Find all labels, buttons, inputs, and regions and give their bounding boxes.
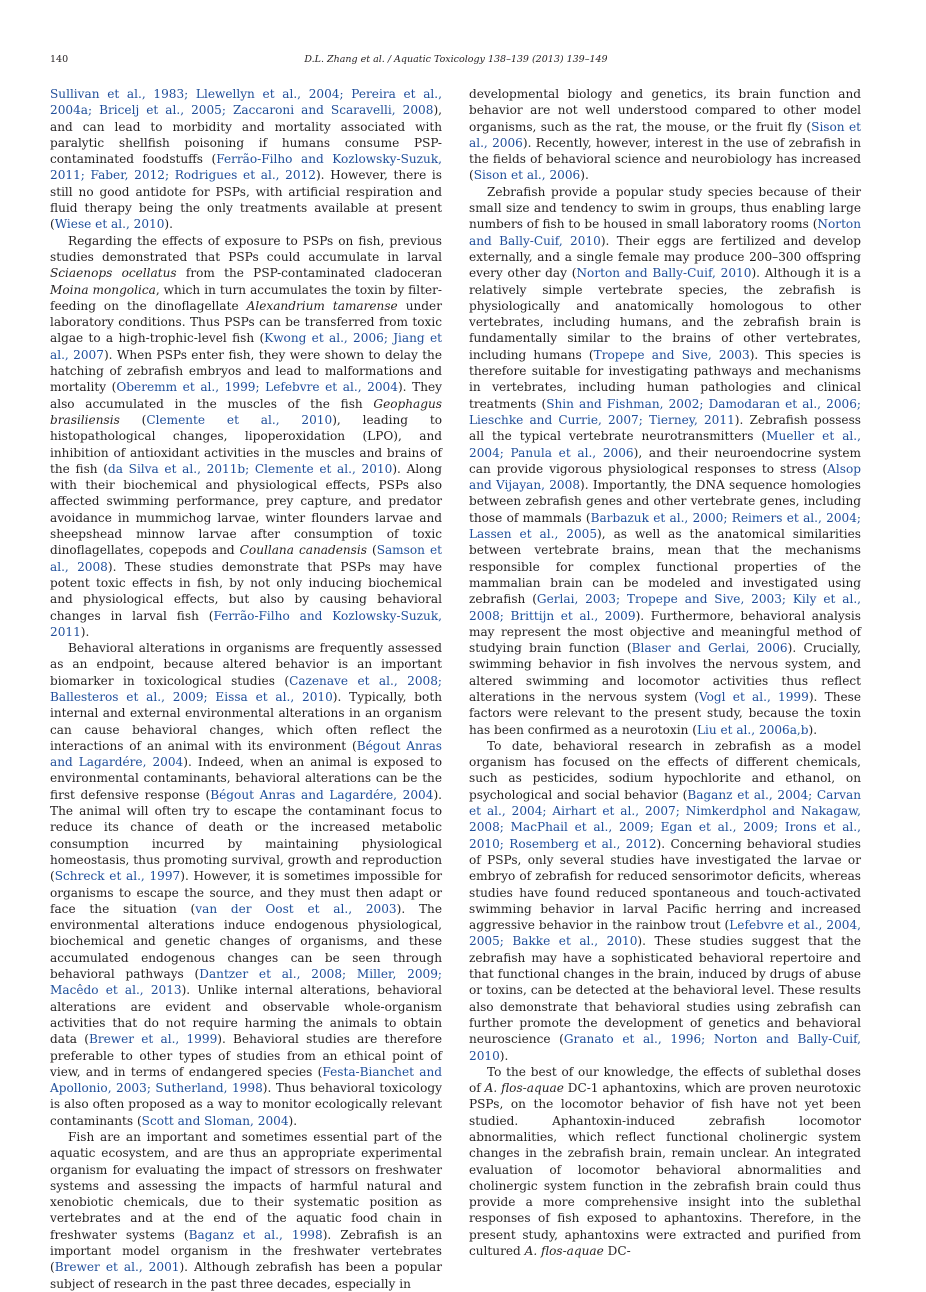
citation-link[interactable]: Bégout Anras and Lagardére, 2004 [50, 738, 442, 770]
citation-link[interactable]: Kwong et al., 2006; Jiang et al., 2007 [50, 331, 442, 362]
paragraph: To the best of our knowledge, the effects of sublethal doses of A. flos-aquae DC-1 aphantoxins, which are proven neurotoxic PSPs, on the locomotor behavior of fish have not yet been studied. Aphantoxin-induced zebrafish locomotor abnormalities, which reflect functional cholinergic system changes in the zebrafish brain, remain unclear. An integrated evaluation of locomotor behavioral abnormalities and cholinergic system function in the zebrafish brain could thus provide a more comprehensive insight into the sublethal responses of fish exposed to aphantoxins. Therefore, in the present study, aphantoxins were extracted and purified from cultured A. flos-aquae DC- [469, 1064, 861, 1259]
citation-link[interactable]: Lefebvre et al., 2004, 2005; Bakke et al., 2010 [469, 918, 861, 949]
citation-link[interactable]: Vogl et al., 1999 [699, 689, 809, 704]
citation-link[interactable]: van der Oost et al., 2003 [195, 901, 397, 916]
citation-link[interactable]: Schreck et al., 1997 [54, 869, 181, 884]
citation-link[interactable]: Clemente et al., 2010 [146, 412, 333, 427]
paragraph: Zebrafish provide a popular study species because of their small size and tendency to swim in groups, thus enabling large numbers of fish to be housed in small laboratory rooms (Norton and Bally-Cuif, 2010). Their eggs are fertilized and develop externally, and a single female may produce 200–300 offspring every other day (Norton and Bally-Cuif, 2010). Although it is a relatively simple vertebrate species, the zebrafish is physiologically and anatomically homologous to other vertebrates, including humans, and the zebrafish brain is fundamentally similar to the brains of other vertebrates, including humans (Tropepe and Sive, 2003). This species is therefore suitable for investigating pathways and mechanisms in vertebrates, including human pathologies and clinical treatments (Shin and Fishman, 2002; Damodaran et al., 2006; Lieschke and Currie, 2007; Tierney, 2011). Zebrafish possess all the typical vertebrate neurotransmitters (Mueller et al., 2004; Panula et al., 2006), and their neuroendocrine system can provide vigorous physiological responses to stress (Alsop and Vijayan, 2008). Importantly, the DNA sequence homologies between zebrafish genes and other vertebrate genes, including those of mammals (Barbazuk et al., 2000; Reimers et al., 2004; Lassen et al., 2005), as well as the anatomical similarities between vertebrate brains, mean that the mechanisms responsible for complex functional properties of the mammalian brain can be modeled and investigated using zebrafish (Gerlai, 2003; Tropepe and Sive, 2003; Kily et al., 2008; Brittijn et al., 2009). Furthermore, behavioral analysis may represent the most objective and meaningful method of studying brain function (Blaser and Gerlai, 2006). Crucially, swimming behavior in fish involves the nervous system, and altered swimming and locomotor activities thus reflect alterations in the nervous system (Vogl et al., 1999). These factors were relevant to the present study, because the toxin has been confirmed as a neurotoxin (Liu et al., 2006a,b). [469, 184, 862, 737]
citation-link[interactable]: Sullivan et al., 1983; Llewellyn et al., 2004; Pereira et al., 2004a; Bricelj et al., 2005; Zaccaroni and Scaravelli, 2008 [50, 87, 442, 118]
citation-link[interactable]: Baganz et al., 2004; Carvan et al., 2004; Airhart et al., 2007; Nimkerdphol and Nakagaw, 2008; MacPhail et al., 2009; Egan et al., 2009; Irons et al., 2010; Rosemberg et al., 2012 [469, 787, 861, 851]
citation-link[interactable]: Oberemm et al., 1999; Lefebvre et al., 2004 [116, 380, 398, 395]
left-column [50, 86, 442, 1292]
citation-link[interactable]: Blaser and Gerlai, 2006 [631, 641, 788, 656]
running-head: D.L. Zhang et al. / Aquatic Toxicology 138–139 (2013) 139–149 [304, 54, 608, 65]
citation-link[interactable]: Dantzer et al., 2008; Miller, 2009; Macêdo et al., 2013 [50, 967, 442, 998]
citation-link[interactable]: Norton and Bally-Cuif, 2010 [469, 217, 861, 248]
paragraph: Behavioral alterations in organisms are frequently assessed as an endpoint, because altered behavior is an important biomarker in toxicological studies (Cazenave et al., 2008; Ballesteros et al., 2009; Eissa et al., 2010). Typically, both internal and external environmental alterations in an organism can cause behavioral changes, which often reflect the interactions of an animal with its environment (Bégout Anras and Lagardére, 2004). Indeed, when an animal is exposed to environmental contaminants, behavioral alterations can be the first defensive response (Bégout Anras and Lagardére, 2004). The animal will often try to escape the contaminant focus to reduce its chance of death or the increased metabolic consumption incurred by maintaining physiological homeostasis, thus promoting survival, growth and reproduction (Schreck et al., 1997). However, it is sometimes impossible for organisms to escape the source, and they must then adapt or face the situation (van der Oost et al., 2003). The environmental alterations induce endogenous physiological, biochemical and genetic changes of organisms, and these accumulated endogenous changes can be seen through behavioral pathways (Dantzer et al., 2008; Miller, 2009; Macêdo et al., 2013). Unlike internal alterations, behavioral alterations are evident and observable whole-organism activities that do not require harming the animals to obtain data (Brewer et al., 1999). Behavioral studies are therefore preferable to other types of studies from an ethical point of view, and in terms of endangered species (Festa-Bianchet and Apollonio, 2003; Sutherland, 1998). Thus behavioral toxicology is also often proposed as a way to monitor ecologically relevant contaminants (Scott and Sloman, 2004). [50, 641, 443, 1128]
paragraph: Fish are an important and sometimes essential part of the aquatic ecosystem, and are thus an appropriate experimental organism for evaluating the impact of stressors on freshwater systems and assessing the impacts of harmful natural and xenobiotic chemicals, due to their systematic position as vertebrates and at the end of the aquatic food chain in freshwater systems (Baganz et al., 1998). Zebrafish is an important model organism in the freshwater vertebrates (Brewer et al., 2001). Although zebrafish has been a popular subject of research in the past three decades, especially in [50, 1130, 442, 1291]
citation-link[interactable]: Festa-Bianchet and Apollonio, 2003; Sutherland, 1998 [50, 1064, 443, 1096]
paragraph: Sullivan et al., 1983; Llewellyn et al., 2004; Pereira et al., 2004a; Bricelj et al., 2005; Zaccaroni and Scaravelli, 2008), and can lead to morbidity and mortality associated with paralytic shellfish poisoning if humans consume PSP-contaminated foodstuffs (Ferrão-Filho and Kozlowsky-Suzuk, 2011; Faber, 2012; Rodrigues et al., 2012). However, there is still no good antidote for PSPs, with artificial respiration and fluid therapy being the only treatments available at present (Wiese et al., 2010). [50, 87, 442, 232]
citation-link[interactable]: Ferrão-Filho and Kozlowsky-Suzuk, 2011 [50, 608, 442, 639]
paragraph: developmental biology and genetics, its brain function and behavior are not well understood compared to other model organisms, such as the rat, the mouse, or the fruit fly (Sison et al., 2006). Recently, however, interest in the use of zebrafish in the fields of behavioral science and neurobiology has increased (Sison et al., 2006). [469, 87, 862, 183]
citation-link[interactable]: Alsop and Vijayan, 2008 [469, 461, 861, 493]
citation-link[interactable]: Baganz et al., 1998 [188, 1227, 323, 1242]
paragraph: To date, behavioral research in zebrafish as a model organism has focused on the effects of different chemicals, such as pesticides, sodium hypochlorite and ethanol, on psychological and social behavior (Baganz et al., 2004; Carvan et al., 2004; Airhart et al., 2007; Nimkerdphol and Nakagaw, 2008; MacPhail et al., 2009; Egan et al., 2009; Irons et al., 2010; Rosemberg et al., 2012). Concerning behavioral studies of PSPs, only several studies have investigated the larvae or embryo of zebrafish for reduced sensorimotor deficits, whereas studies have found reduced spontaneous and touch-activated swimming behavior in larval Pacific herring and increased aggressive behavior in the rainbow trout (Lefebvre et al., 2004, 2005; Bakke et al., 2010). These studies suggest that the zebrafish may have a sophisticated behavioral repertoire and that functional changes in the brain, induced by drugs of abuse or toxins, can be detected at the behavioral level. These results also demonstrate that behavioral studies using zebrafish can further promote the development of genetics and behavioral neuroscience (Granato et al., 1996; Norton and Bally-Cuif, 2010). [469, 738, 862, 1063]
citation-link[interactable]: da Silva et al., 2011b; Clemente et al., 2010 [108, 461, 393, 476]
citation-link[interactable]: Tropepe and Sive, 2003 [593, 347, 750, 362]
page-number: 140 [50, 54, 69, 65]
paragraph: Regarding the effects of exposure to PSPs on fish, previous studies demonstrated that PSPs could accumulate in larval Sciaenops ocellatus from the PSP-contaminated cladoceran Moina mongolica, which in turn accumulates the toxin by filter-feeding on the dinoflagellate Alexandrium tamarense under laboratory conditions. Thus PSPs can be transferred from toxic algae to a high-trophic-level fish (Kwong et al., 2006; Jiang et al., 2007). When PSPs enter fish, they were shown to delay the hatching of zebrafish embryos and lead to malformations and mortality (Oberemm et al., 1999; Lefebvre et al., 2004). They also accumulated in the muscles of the fish Geophagus brasiliensis (Clemente et al., 2010), leading to histopathological changes, lipoperoxidation (LPO), and inhibition of antioxidant activities in the muscles and brains of the fish (da Silva et al., 2011b; Clemente et al., 2010). Along with their biochemical and physiological effects, PSPs also affected swimming performance, prey capture, and predator avoidance in mummichog larvae, winter flounders larvae and sheepshead minnow larvae after consumption of toxic dinoflagellates, copepods and Coullana canadensis (Samson et al., 2008). These studies demonstrate that PSPs may have potent toxic effects in fish, by not only inducing biochemical and physiological effects, but also by causing behavioral changes in larval fish (Ferrão-Filho and Kozlowsky-Suzuk, 2011). [50, 233, 443, 639]
citation-link[interactable]: Brewer et al., 1999 [88, 1032, 218, 1047]
citation-link[interactable]: Wiese et al., 2010 [54, 217, 165, 232]
citation-link[interactable]: Barbazuk et al., 2000; Reimers et al., 2004; Lassen et al., 2005 [469, 510, 862, 542]
citation-link[interactable]: Scott and Sloman, 2004 [141, 1113, 289, 1128]
citation-link[interactable]: Brewer et al., 2001 [54, 1260, 180, 1275]
citation-link[interactable]: Granato et al., 1996; Norton and Bally-Cuif, 2010 [469, 1032, 862, 1063]
citation-link[interactable]: Bégout Anras and Lagardére, 2004 [210, 787, 434, 802]
right-column [469, 86, 861, 1259]
citation-link[interactable]: Mueller et al., 2004; Panula et al., 2006 [469, 429, 861, 460]
citation-link[interactable]: Samson et al., 2008 [50, 543, 442, 574]
citation-link[interactable]: Shin and Fishman, 2002; Damodaran et al., 2006; Lieschke and Currie, 2007; Tierney, 2011 [469, 396, 861, 427]
page-header [50, 54, 862, 70]
citation-link[interactable]: Gerlai, 2003; Tropepe and Sive, 2003; Kily et al., 2008; Brittijn et al., 2009 [469, 592, 862, 623]
citation-link[interactable]: Cazenave et al., 2008; Ballesteros et al., 2009; Eissa et al., 2010 [50, 673, 442, 704]
citation-link[interactable]: Norton and Bally-Cuif, 2010 [576, 266, 752, 281]
citation-link[interactable]: Liu et al., 2006a,b [696, 722, 809, 737]
citation-link[interactable]: Ferrão-Filho and Kozlowsky-Suzuk, 2011; Faber, 2012; Rodrigues et al., 2012 [50, 152, 442, 183]
citation-link[interactable]: Sison et al., 2006 [473, 168, 581, 183]
citation-link[interactable]: Sison et al., 2006 [469, 119, 862, 150]
